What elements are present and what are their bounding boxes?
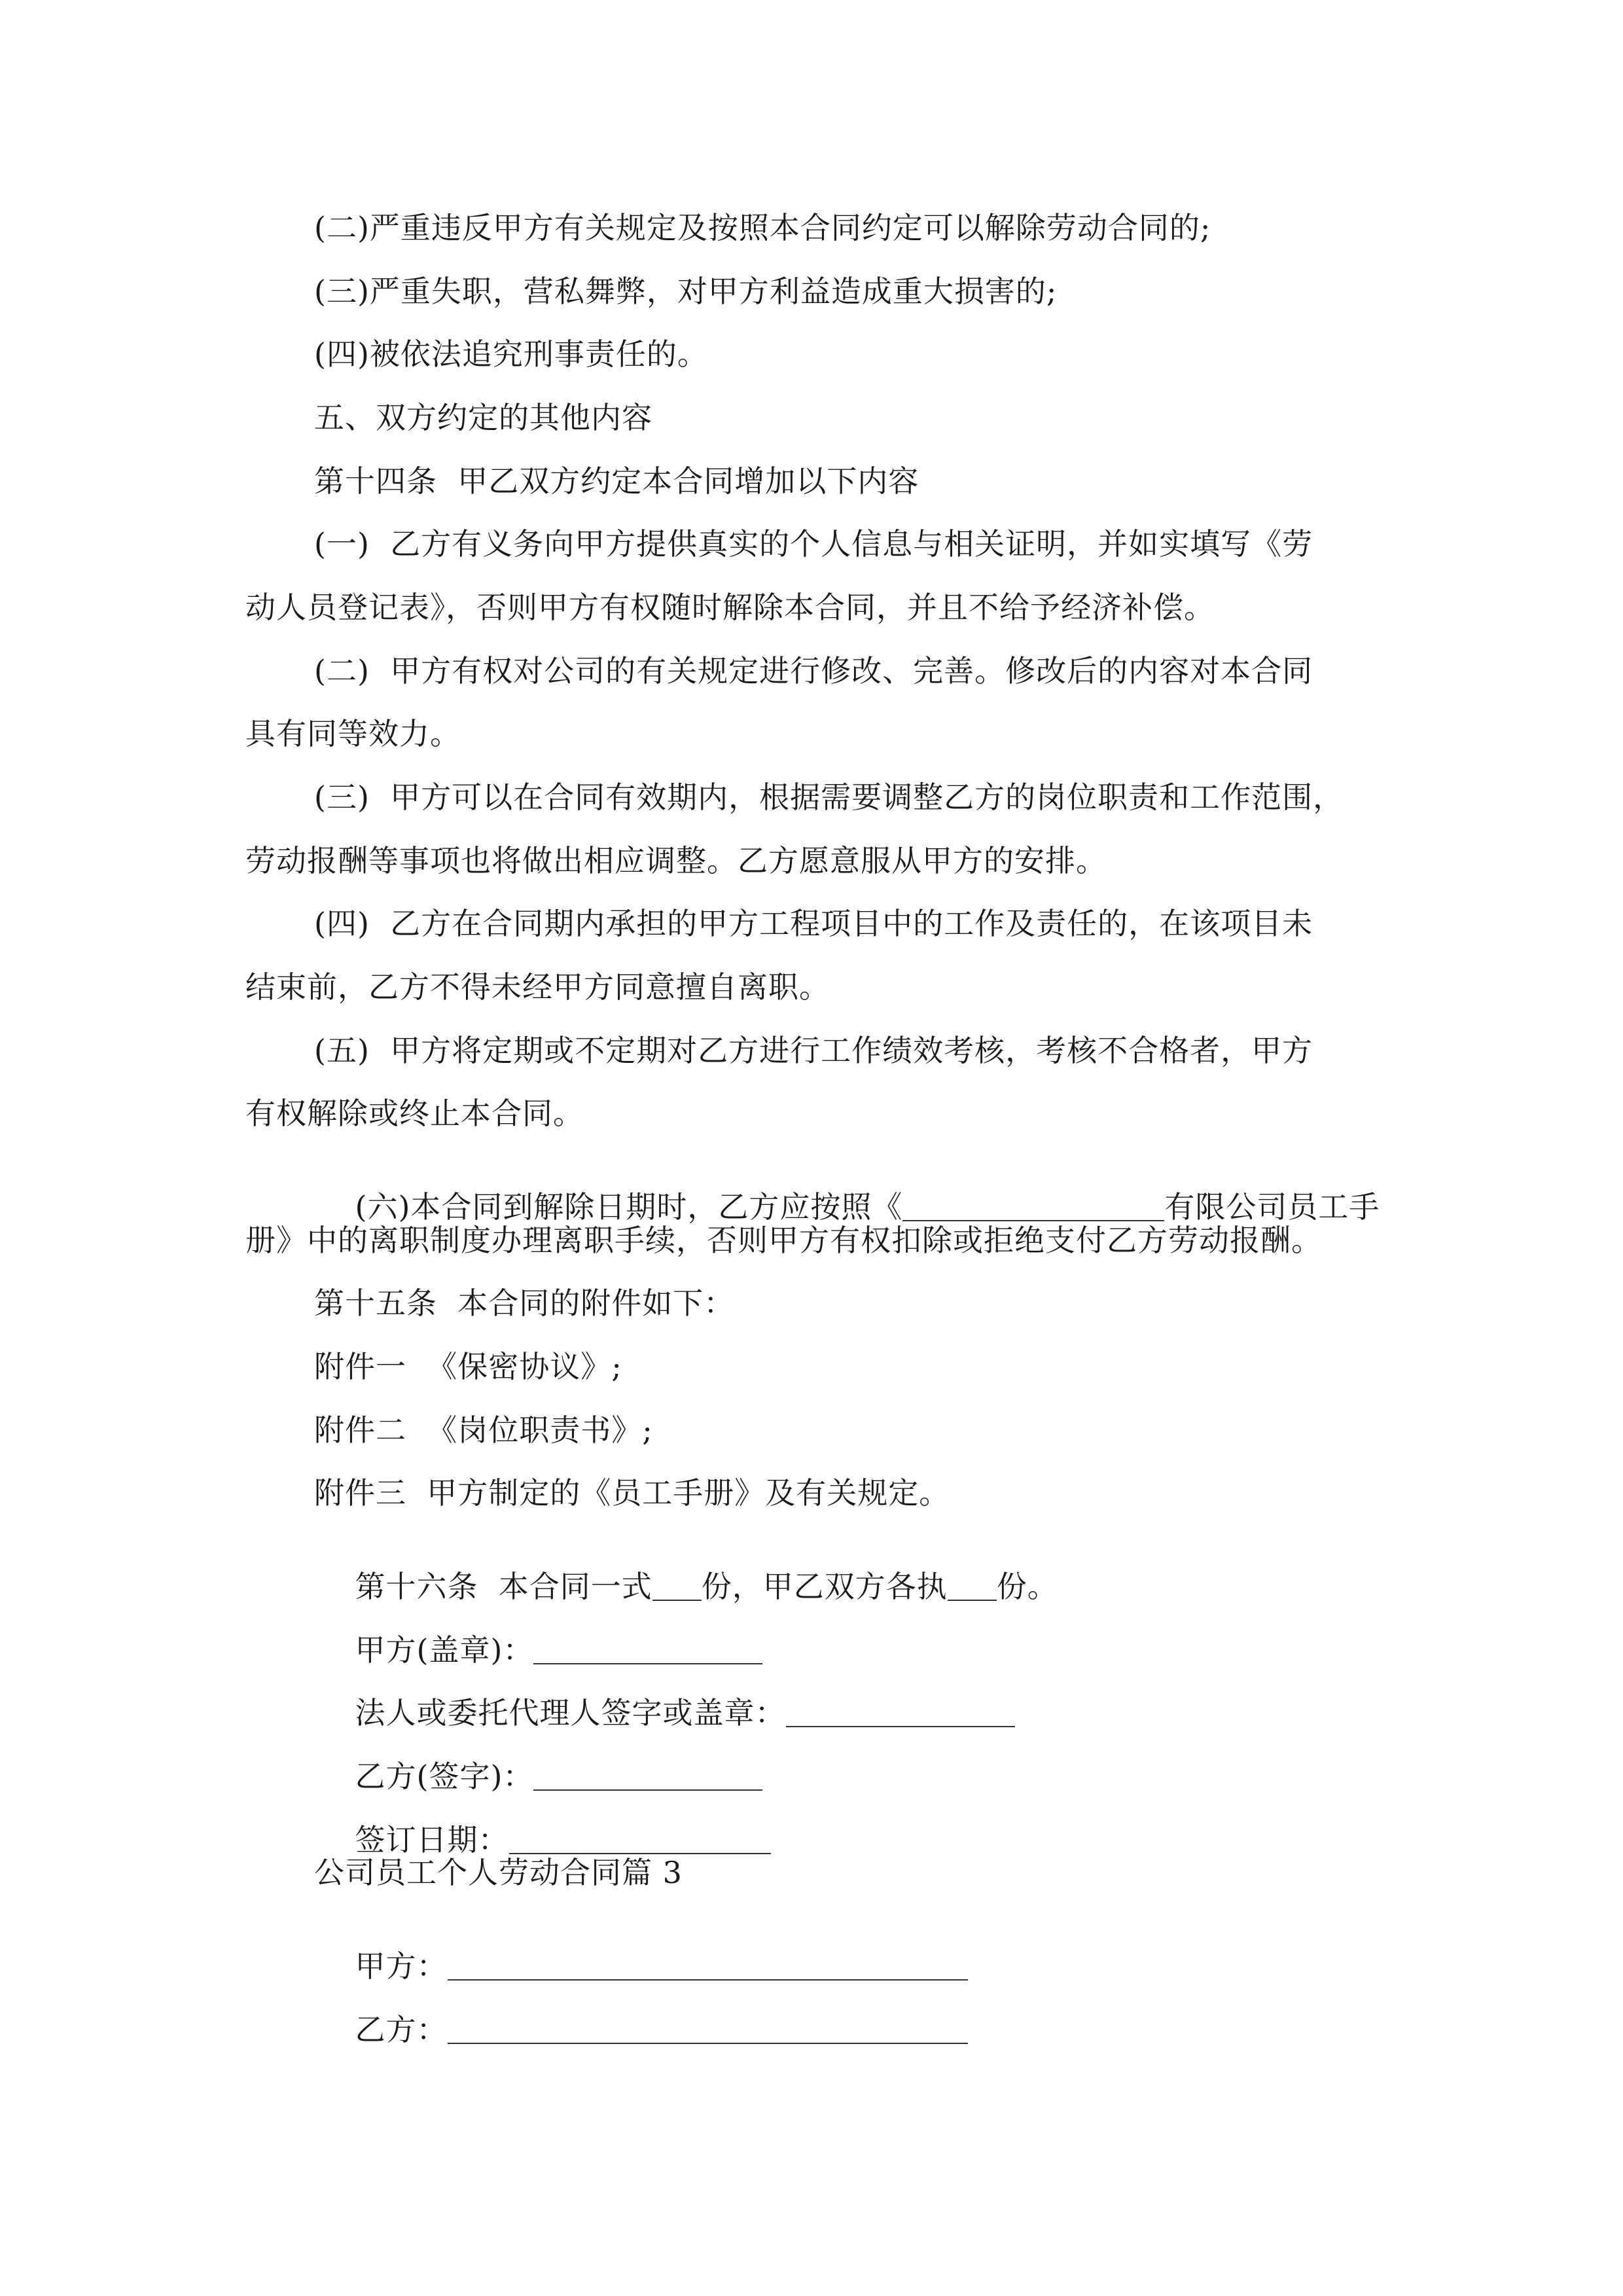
party-b — [314, 1984, 968, 2075]
copies-each-blank[interactable] — [948, 1573, 997, 1601]
item-5-line-2: 有权解除或终止本合同。 — [245, 1096, 584, 1131]
signature-party-a-blank[interactable] — [533, 1637, 762, 1664]
clause-2: (二)严重违反甲方有关规定及按照本合同约定可以解除劳动合同的; — [314, 210, 1211, 245]
item-4-line-1: (四) 乙方在合同期内承担的甲方工程项目中的工作及责任的，在该项目未 — [314, 906, 1313, 941]
party-a-label: 甲方： — [355, 1948, 448, 1984]
article-16-part-a: 第十六条 本合同一式 — [355, 1569, 652, 1604]
party-a-blank[interactable] — [448, 1953, 968, 1981]
item-3-line-2: 劳动报酬等事项也将做出相应调整。乙方愿意服从甲方的安排。 — [245, 843, 1107, 878]
signing-date-blank[interactable] — [509, 1827, 771, 1854]
item-4-line-2: 结束前，乙方不得未经甲方同意擅自离职。 — [245, 969, 830, 1005]
item-2-line-1: (二) 甲方有权对公司的有关规定进行修改、完善。修改后的内容对本合同 — [314, 653, 1313, 689]
clause-4: (四)被依法追究刑事责任的。 — [314, 336, 708, 372]
item-5-line-1: (五) 甲方将定期或不定期对乙方进行工作绩效考核，考核不合格者，甲方 — [314, 1033, 1313, 1068]
article-15: 第十五条 本合同的附件如下： — [314, 1285, 735, 1321]
signature-legal-rep-label: 法人或委托代理人签字或盖章： — [355, 1695, 786, 1731]
section-3-title: 公司员工个人劳动合同篇 3 — [314, 1855, 683, 1890]
item-6-line-2: 册》中的离职制度办理离职手续，否则甲方有权扣除或拒绝支付乙方劳动报酬。 — [245, 1223, 1322, 1258]
item-6-post: 有限公司员工手 — [1164, 1189, 1380, 1225]
item-1-line-1: (一) 乙方有义务向甲方提供真实的个人信息与相关证明，并如实填写《劳 — [314, 526, 1313, 562]
signature-party-b-blank[interactable] — [533, 1763, 762, 1791]
article-16-part-c: 份。 — [996, 1569, 1058, 1604]
clause-3: (三)严重失职，营私舞弊，对甲方利益造成重大损害的; — [314, 274, 1058, 309]
party-b-blank[interactable] — [448, 2017, 968, 2044]
signature-party-a-label: 甲方(盖章)： — [355, 1632, 534, 1668]
item-1-line-2: 动人员登记表》，否则甲方有权随时解除本合同，并且不给予经济补偿。 — [245, 590, 1215, 625]
attachment-3: 附件三 甲方制定的《员工手册》及有关规定。 — [314, 1475, 950, 1511]
item-3-line-1: (三) 甲方可以在合同有效期内，根据需要调整乙方的岗位职责和工作范围， — [314, 780, 1344, 815]
party-b-label: 乙方： — [355, 2012, 448, 2047]
copies-total-blank[interactable] — [652, 1573, 702, 1601]
item-2-line-2: 具有同等效力。 — [245, 716, 461, 751]
attachment-2: 附件二 《岗位职责书》; — [314, 1412, 653, 1448]
company-name-blank[interactable] — [902, 1194, 1164, 1221]
signing-date-label: 签订日期： — [355, 1822, 509, 1857]
article-14-heading: 第十四条 甲乙双方约定本合同增加以下内容 — [314, 463, 919, 499]
item-6-pre: (六)本合同到解除日期时，乙方应按照《 — [355, 1189, 903, 1225]
attachment-1: 附件一 《保密协议》; — [314, 1349, 622, 1384]
signature-legal-rep-blank[interactable] — [786, 1700, 1015, 1727]
section-5-heading: 五、双方约定的其他内容 — [314, 400, 652, 435]
article-16-part-b: 份，甲乙双方各执 — [701, 1569, 948, 1604]
signature-party-b-label: 乙方(签字)： — [355, 1759, 534, 1794]
